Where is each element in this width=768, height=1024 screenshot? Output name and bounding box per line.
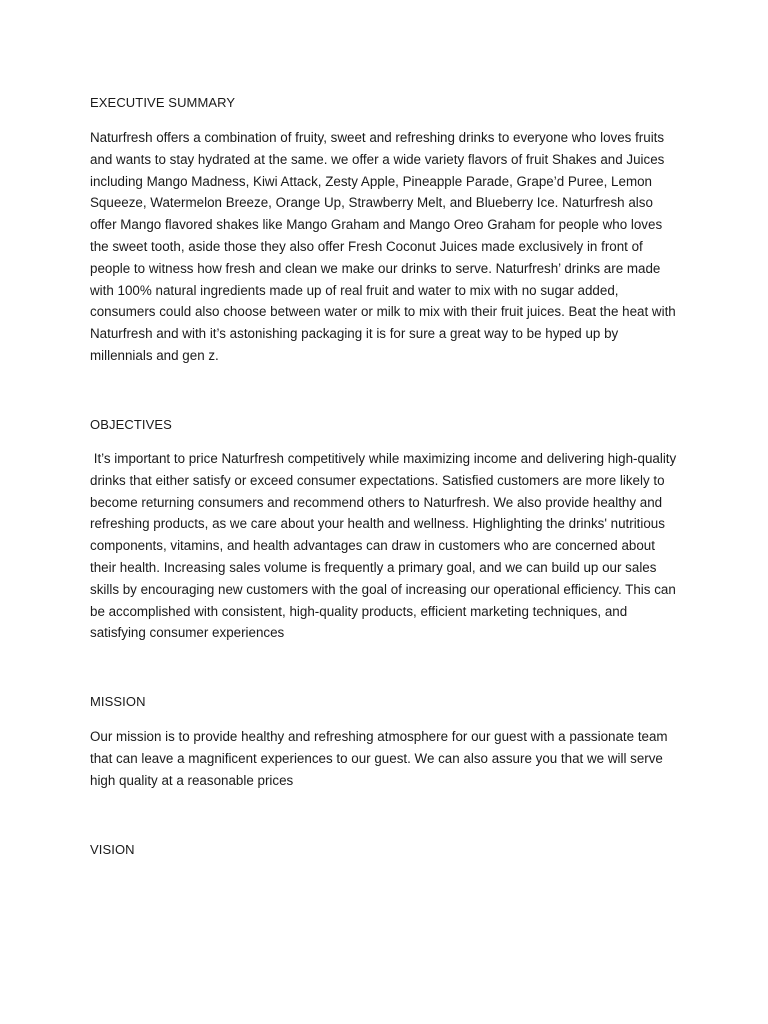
executive-summary-paragraph: Naturfresh offers a combination of fruity, sweet and refreshing drinks to everyone who loves fruits and wants to stay hydrated at the same. we offer a wide variety flavors of fruit Shakes and Juices including Mango Madness, Kiwi Attack, Zesty Apple, Pineapple Parade, Grape’d Puree, Lemon Squeeze, Watermelon Breeze, Orange Up, Strawberry Melt, and Blueberry Ice. Naturfresh also offer Mango flavored shakes like Mango Graham and Mango Oreo Graham for people who loves the sweet tooth, aside those they also offer Fresh Coconut Juices made exclusively in front of people to witness how fresh and clean we make our drinks to serve. Naturfresh’ drinks are made with 100% natural ingredients made up of real fruit and water to mix with no sugar added, consumers could also choose between water or milk to mix with their fruit juices. Beat the heat with Naturfresh and with it’s astonishing packaging it is for sure a great way to be hyped up by millennials and gen z.	[90, 130, 676, 363]
executive-summary-heading: EXECUTIVE SUMMARY	[90, 95, 236, 110]
mission-heading: MISSION	[90, 694, 146, 709]
mission-paragraph: Our mission is to provide healthy and refreshing atmosphere for our guest with a passionate team that can leave a magnificent experiences to our guest. We can also assure you that we will serve high quality at a reasonable prices	[90, 729, 668, 788]
objectives-heading: OBJECTIVES	[90, 417, 172, 432]
objectives-paragraph: It’s important to price Naturfresh competitively while maximizing income and delivering high-quality drinks that either satisfy or exceed consumer expectations. Satisfied customers are more likely to become returning consumers and recommend others to Naturfresh. We also provide healthy and refreshing products, as we care about your health and wellness. Highlighting the drinks' nutritious components, vitamins, and health advantages can draw in customers who are concerned about their health. Increasing sales volume is frequently a primary goal, and we can build up our sales skills by encouraging new customers with the goal of increasing our operational efficiency. This can be accomplished with consistent, high-quality products, efficient marketing techniques, and satisfying consumer experiences	[90, 451, 677, 641]
vision-heading: VISION	[90, 842, 135, 857]
